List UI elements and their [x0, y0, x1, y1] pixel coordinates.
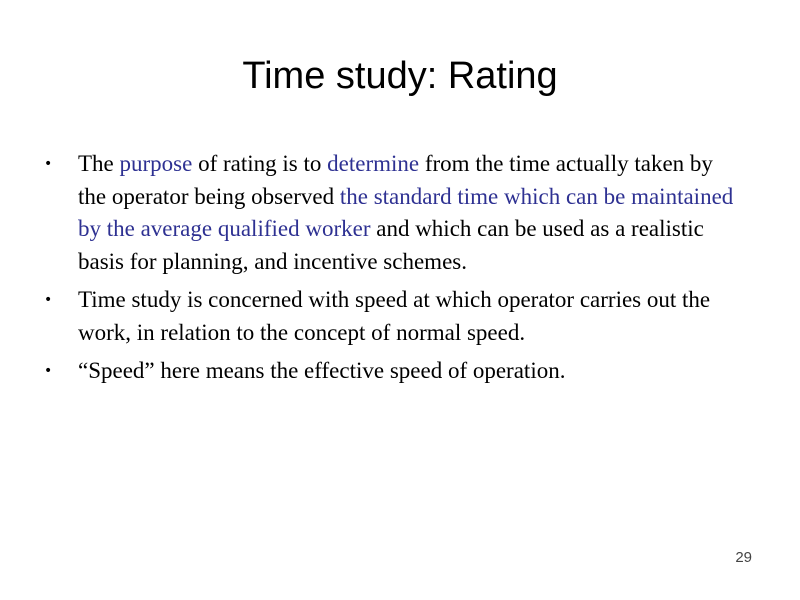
- bullet-dot-icon: •: [44, 292, 53, 308]
- bullet-text-run: of rating is to: [192, 151, 328, 176]
- bullet-item: [42, 355, 742, 388]
- bullet-text-run: from the time actually taken by the operator being observed: [78, 151, 713, 209]
- bullet-list: [42, 148, 742, 394]
- bullet-item: [42, 148, 742, 278]
- bullet-text-run: The: [78, 151, 120, 176]
- bullet-dot-icon: •: [44, 363, 53, 379]
- bullet-dot-icon: •: [44, 156, 53, 172]
- bullet-text-run: and which can be used as a realistic basis for planning, and incentive schemes.: [78, 216, 704, 274]
- slide-title: Time study: Rating: [242, 55, 558, 97]
- bullet-text-highlight: purpose: [119, 151, 193, 176]
- bullet-text-highlight: the standard time which can be maintained by the average qualified worker: [78, 183, 734, 241]
- bullet-text-run: “Speed” here means the effective speed of operation.: [78, 358, 566, 383]
- bullet-text-highlight: determine: [327, 151, 420, 176]
- bullet-item: [42, 284, 742, 349]
- page-number: 29: [735, 549, 752, 566]
- bullet-text-run: Time study is concerned with speed at which operator carries out the work, in relation to the concept of normal speed.: [78, 287, 711, 345]
